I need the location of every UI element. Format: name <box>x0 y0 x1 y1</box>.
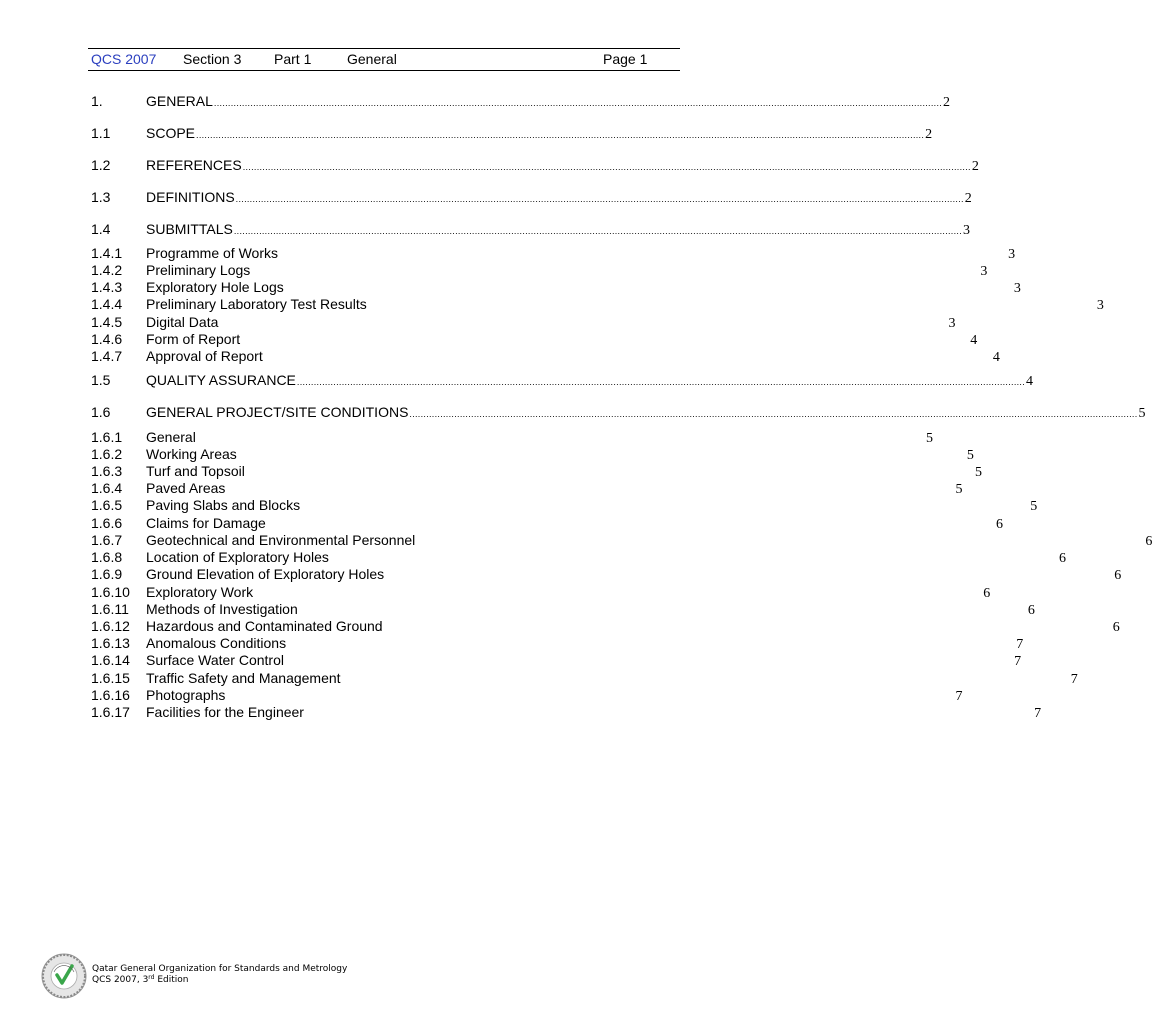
toc-entry[interactable] <box>91 296 1104 313</box>
toc-entry-title: Preliminary Logs <box>146 262 251 278</box>
toc-entry-title: DEFINITIONS <box>146 189 235 205</box>
toc-entry-title: Location of Exploratory Holes <box>146 549 329 565</box>
toc-entry-page: 3 <box>948 316 956 331</box>
toc-entry-number: 1.4.7 <box>91 348 123 364</box>
toc-entry[interactable] <box>91 704 1042 721</box>
toc-entry-title: Anomalous Conditions <box>146 635 287 651</box>
toc-entry-number: 1.6.4 <box>91 480 123 496</box>
toc-entry-title: Methods of Investigation <box>146 601 298 617</box>
toc-entry[interactable] <box>91 221 970 238</box>
toc-entry-page: 2 <box>971 159 979 174</box>
toc-entry[interactable] <box>91 93 951 110</box>
toc-entry-title: Exploratory Hole Logs <box>146 279 284 295</box>
toc-entry-number: 1.6.13 <box>91 635 130 651</box>
toc-entry-page: 7 <box>1070 672 1078 687</box>
toc-entry[interactable] <box>91 670 1078 687</box>
toc-entry[interactable] <box>91 566 1122 583</box>
toc-entry-title: Geotechnical and Environmental Personnel <box>146 532 416 548</box>
footer-edition <box>92 975 347 986</box>
page-footer <box>40 952 440 1000</box>
toc-entry[interactable] <box>91 331 978 348</box>
toc-entry-page: 6 <box>1112 620 1120 635</box>
toc-dot-leader: .................................................................................................................................................................................................................................................................... <box>233 226 962 236</box>
toc-entry-number: 1.4.6 <box>91 331 123 347</box>
toc-entry-number: 1.6.3 <box>91 463 123 479</box>
footer-edition-suffix: Edition <box>154 975 189 985</box>
toc-entry[interactable] <box>91 463 982 480</box>
toc-entry-page: 3 <box>1013 281 1021 296</box>
toc-entry-page: 6 <box>1145 534 1152 549</box>
toc-entry[interactable] <box>91 446 974 463</box>
footer-organization: Qatar General Organization for Standards and Metrology <box>92 964 348 974</box>
toc-entry-title: Exploratory Work <box>146 584 254 600</box>
toc-entry-number: 1.4.3 <box>91 279 123 295</box>
toc-dot-leader: .................................................................................................................................................................................................................................................................... <box>296 377 1026 387</box>
toc-entry-title: Programme of Works <box>146 245 278 261</box>
toc-entry-title: Paved Areas <box>146 480 226 496</box>
toc-entry-page: 4 <box>970 333 978 348</box>
toc-entry[interactable] <box>91 515 1003 532</box>
toc-entry-page: 7 <box>955 689 963 704</box>
toc-entry-number: 1.4 <box>91 221 111 237</box>
toc-entry-number: 1. <box>91 93 103 109</box>
toc-entry-title: GENERAL <box>146 93 213 109</box>
toc-entry-title: Paving Slabs and Blocks <box>146 497 301 513</box>
toc-entry-number: 1.6.1 <box>91 429 123 445</box>
toc-entry-number: 1.6.11 <box>91 601 129 617</box>
toc-entry[interactable] <box>91 372 1034 389</box>
toc-dot-leader: .................................................................................................................................................................................................................................................................... <box>196 130 925 140</box>
toc-entry-number: 1.4.1 <box>91 245 123 261</box>
toc-entry-title: General <box>146 429 196 445</box>
toc-entry-number: 1.6.8 <box>91 549 123 565</box>
toc-entry-title: Working Areas <box>146 446 237 462</box>
toc-entry-title: Ground Elevation of Exploratory Holes <box>146 566 385 582</box>
toc-entry-title: REFERENCES <box>146 157 242 173</box>
footer-text <box>92 964 347 986</box>
toc-entry[interactable] <box>91 549 1066 566</box>
toc-entry-number: 1.3 <box>91 189 111 205</box>
toc-entry-page: 5 <box>925 431 933 446</box>
toc-entry[interactable] <box>91 262 988 279</box>
toc-entry-page: 6 <box>983 586 991 601</box>
footer-edition-prefix: QCS 2007, 3 <box>92 975 149 985</box>
toc-entry-title: Hazardous and Contaminated Ground <box>146 618 383 634</box>
toc-entry[interactable] <box>91 480 963 497</box>
toc-entry[interactable] <box>91 687 963 704</box>
toc-entry-page: 5 <box>974 465 982 480</box>
toc-entry-number: 1.6 <box>91 404 111 420</box>
toc-entry-number: 1.6.10 <box>91 584 130 600</box>
header-part: Part 1 <box>274 51 312 67</box>
toc-entry[interactable] <box>91 618 1120 635</box>
toc-entry-number: 1.6.6 <box>91 515 123 531</box>
toc-entry-title: Facilities for the Engineer <box>146 704 304 720</box>
toc-entry-number: 1.4.2 <box>91 262 123 278</box>
toc-entry[interactable] <box>91 314 956 331</box>
page-header <box>88 48 680 71</box>
toc-entry-page: 3 <box>980 264 988 279</box>
toc-entry[interactable] <box>91 189 972 206</box>
toc-entry-title: Claims for Damage <box>146 515 266 531</box>
toc-entry[interactable] <box>91 497 1038 514</box>
toc-entry-page: 5 <box>955 482 963 497</box>
toc-entry-page: 3 <box>1008 247 1016 262</box>
toc-entry-number: 1.6.17 <box>91 704 130 720</box>
toc-entry-number: 1.6.2 <box>91 446 123 462</box>
toc-entry-number: 1.6.14 <box>91 652 130 668</box>
qatar-standards-logo-icon <box>40 952 88 1000</box>
toc-entry-number: 1.4.4 <box>91 296 123 312</box>
toc-entry-number: 1.6.16 <box>91 687 130 703</box>
toc-entry[interactable] <box>91 532 1152 549</box>
toc-entry-page: 3 <box>963 223 970 238</box>
toc-entry-title: Photographs <box>146 687 226 703</box>
toc-entry-page: 6 <box>1027 603 1035 618</box>
toc-entry[interactable] <box>91 245 1016 262</box>
toc-entry-page: 2 <box>964 191 972 206</box>
toc-entry-title: Preliminary Laboratory Test Results <box>146 296 367 312</box>
toc-entry-page: 5 <box>1030 499 1038 514</box>
toc-entry-page: 4 <box>992 350 1000 365</box>
toc-entry-page: 2 <box>943 95 951 110</box>
toc-entry-number: 1.6.15 <box>91 670 130 686</box>
toc-entry-number: 1.6.12 <box>91 618 130 634</box>
toc-dot-leader: .................................................................................................................................................................................................................................................................... <box>409 409 1138 419</box>
toc-entry-title: Digital Data <box>146 314 219 330</box>
toc-entry-page: 5 <box>966 448 974 463</box>
toc-entry-number: 1.2 <box>91 157 111 173</box>
toc-entry-page: 6 <box>1114 568 1122 583</box>
toc-entry-number: 1.6.7 <box>91 532 123 548</box>
toc-entry-number: 1.6.5 <box>91 497 123 513</box>
toc-entry-page: 7 <box>1014 654 1022 669</box>
toc-entry-page: 4 <box>1026 374 1034 389</box>
toc-entry-title: SCOPE <box>146 125 196 141</box>
toc-entry-page: 3 <box>1096 298 1104 313</box>
toc-entry[interactable] <box>91 279 1021 296</box>
toc-entry-title: QUALITY ASSURANCE <box>146 372 296 388</box>
toc-entry-number: 1.1 <box>91 125 111 141</box>
header-section: Section 3 <box>183 51 242 67</box>
header-page-number: Page 1 <box>603 51 648 67</box>
toc-entry[interactable] <box>91 348 1000 365</box>
toc-entry-title: GENERAL PROJECT/SITE CONDITIONS <box>146 404 409 420</box>
toc-dot-leader: .................................................................................................................................................................................................................................................................... <box>235 194 964 204</box>
toc-entry[interactable] <box>91 404 1146 421</box>
toc-entry[interactable] <box>91 429 933 446</box>
toc-entry[interactable] <box>91 584 991 601</box>
toc-entry-page: 5 <box>1138 406 1146 421</box>
toc-entry-page: 6 <box>1059 551 1066 566</box>
toc-entry-title: Traffic Safety and Management <box>146 670 341 686</box>
toc-dot-leader: .................................................................................................................................................................................................................................................................... <box>213 98 943 108</box>
toc-entry-number: 1.4.5 <box>91 314 123 330</box>
toc-entry-title: Turf and Topsoil <box>146 463 245 479</box>
toc-entry-page: 7 <box>1034 706 1042 721</box>
toc-entry-page: 6 <box>995 517 1003 532</box>
toc-entry[interactable] <box>91 157 979 174</box>
toc-entry-title: Surface Water Control <box>146 652 284 668</box>
toc-entry-page: 7 <box>1016 637 1024 652</box>
header-title: General <box>347 51 397 67</box>
toc-entry-title: Approval of Report <box>146 348 263 364</box>
toc-entry-number: 1.6.9 <box>91 566 123 582</box>
toc-entry-title: Form of Report <box>146 331 241 347</box>
toc-entry-number: 1.5 <box>91 372 111 388</box>
toc-dot-leader: .................................................................................................................................................................................................................................................................... <box>242 162 971 172</box>
toc-entry[interactable] <box>91 601 1035 618</box>
toc-entry[interactable] <box>91 652 1022 669</box>
toc-entry-page: 2 <box>925 127 933 142</box>
toc-entry[interactable] <box>91 125 933 142</box>
footer-edition-sup: rd <box>148 974 155 981</box>
toc-entry[interactable] <box>91 635 1024 652</box>
toc-entry-title: SUBMITTALS <box>146 221 233 237</box>
header-code: QCS 2007 <box>91 51 157 67</box>
